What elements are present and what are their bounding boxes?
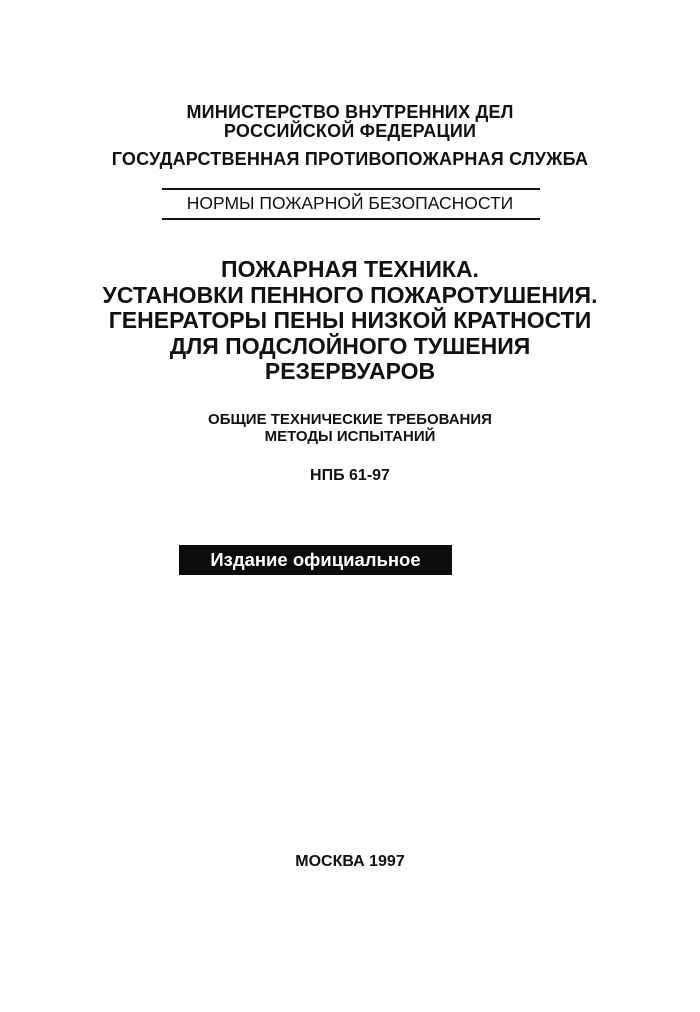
title-line: ПОЖАРНАЯ ТЕХНИКА. [221,256,479,282]
title-line: УСТАНОВКИ ПЕННОГО ПОЖАРОТУШЕНИЯ. [102,281,598,308]
ministry-line-2: РОССИЙСКОЙ ФЕДЕРАЦИИ [223,121,477,141]
document-code: НПБ 61-97 [310,467,390,484]
subtitle-line: ОБЩИЕ ТЕХНИЧЕСКИЕ ТРЕБОВАНИЯ [208,411,492,428]
publication-place-year: МОСКВА 1997 [295,853,405,870]
divider-top [162,188,540,190]
subtitle [0,411,700,445]
official-edition-badge: Издание официальное [179,545,452,575]
subtitle-line: МЕТОДЫ ИСПЫТАНИЙ [264,428,436,445]
service-name: ГОСУДАРСТВЕННАЯ ПРОТИВОПОЖАРНАЯ СЛУЖБА [111,149,589,169]
norms-heading: НОРМЫ ПОЖАРНОЙ БЕЗОПАСНОСТИ [186,193,514,213]
document-title [0,257,700,385]
divider-bottom [162,218,540,220]
ministry-line-1: МИНИСТЕРСТВО ВНУТРЕННИХ ДЕЛ [186,102,514,122]
title-line: ГЕНЕРАТОРЫ ПЕНЫ НИЗКОЙ КРАТНОСТИ [108,307,592,333]
title-line: РЕЗЕРВУАРОВ [264,358,436,384]
title-line: ДЛЯ ПОДСЛОЙНОГО ТУШЕНИЯ [169,332,531,359]
